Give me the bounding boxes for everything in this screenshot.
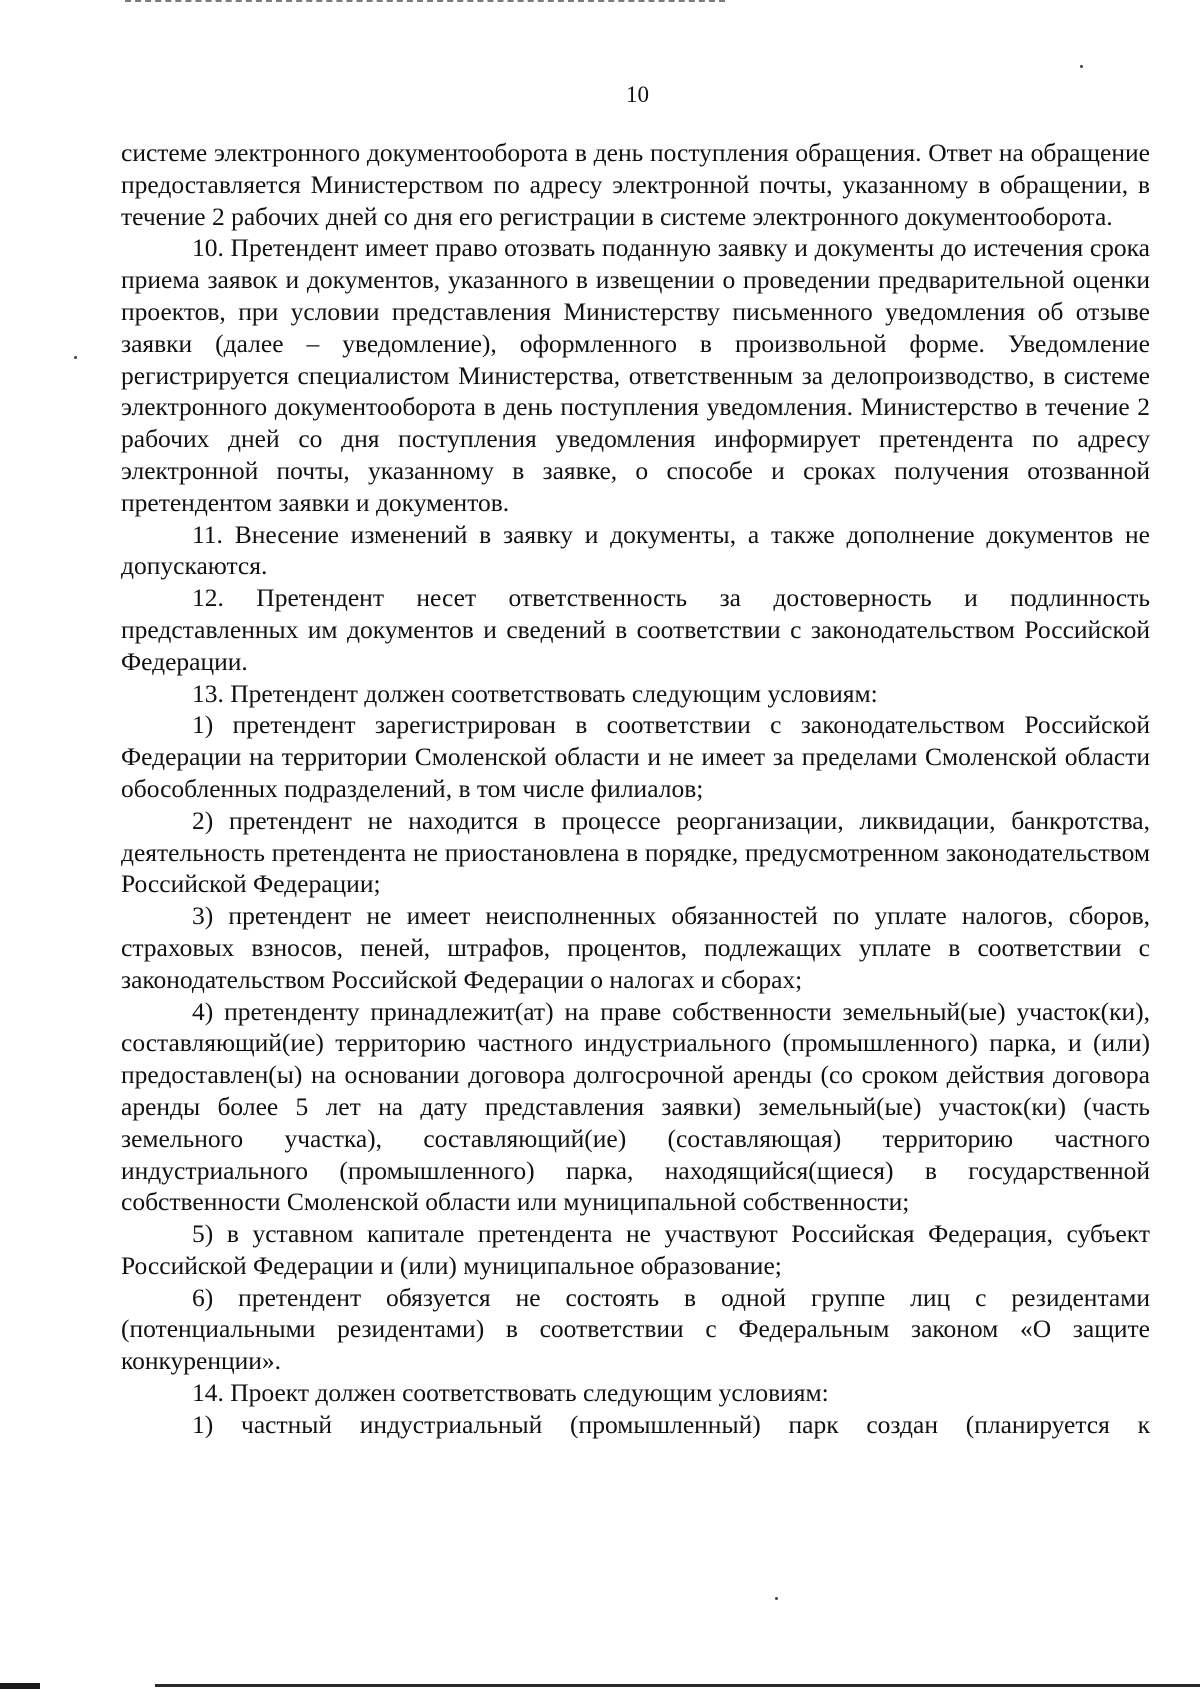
paragraph-item-13-5: 5) в уставном капитале претендента не участвуют Российская Федерация, субъект Российской Федерации и (или) муниципальное образование; <box>121 1219 1150 1280</box>
scan-speck <box>74 356 77 359</box>
paragraph-item-13-2: 2) претендент не находится в процессе реорганизации, ликвидации, банкротства, деятельность претендента не приостановлена в порядке, предусмотренном законодательством Российской Федерации; <box>121 805 1150 899</box>
paragraph-item-13-1: 1) претендент зарегистрирован в соответствии с законодательством Российской Федерации на территории Смоленской области и не имеет за пределами Смоленской области обособленных подразделений, в том числе филиалов; <box>121 710 1150 803</box>
scan-speck <box>775 1597 778 1600</box>
scan-artifact-bottom-line <box>155 1684 1200 1687</box>
document-body <box>121 137 1150 1441</box>
scan-artifact-corner <box>0 1683 40 1689</box>
page-number: 10 <box>626 82 649 107</box>
paragraph-item-13-4: 4) претенденту принадлежит(ат) на праве собственности земельный(ые) участок(ки), составляющий(ие) территорию частного индустриального (промышленного) парка, и (или) предоставлен(ы) на основании договора долгосрочной аренды (со сроком действия договора аренды более 5 лет на дату представления заявки) земельный(ые) участок(ки) (часть земельного участка), составляющий(ие) (составляющая) территорию частного индустриального (промышленного) парка, находящийся(щиеся) в государственной собственности Смоленской области или муниципальной собственности; <box>121 996 1150 1217</box>
paragraph-item-13-6: 6) претендент обязуется не состоять в одной группе лиц с резидентами (потенциальными резидентами) в соответствии с Федеральным законом «О защите конкуренции». <box>121 1282 1150 1376</box>
paragraph-item-13-3: 3) претендент не имеет неисполненных обязанностей по уплате налогов, сборов, страховых взносов, пеней, штрафов, процентов, подлежащих уплате в соответствии с законодательством Российской Федерации о налогах и сборах; <box>121 901 1150 994</box>
paragraph-continuation: системе электронного документооборота в день поступления обращения. Ответ на обращение предоставляется Министерством по адресу электронной почты, указанному в обращении, в течение 2 рабочих дней со дня его регистрации в системе электронного документооборота. <box>121 138 1150 231</box>
scan-artifact-top-line <box>125 0 725 5</box>
paragraph-item-14-1: 1) частный индустриальный (промышленный) парк создан (планируется к <box>192 1409 1150 1439</box>
scan-speck <box>1080 65 1083 68</box>
paragraph-item-14: 14. Проект должен соответствовать следующим условиям: <box>192 1378 829 1408</box>
paragraph-item-11: 11. Внесение изменений в заявку и документы, а также дополнение документов не допускаются. <box>121 519 1150 581</box>
paragraph-item-12: 12. Претендент несет ответственность за достоверность и подлинность представленных им документов и сведений в соответствии с законодательством Российской Федерации. <box>121 583 1150 676</box>
paragraph-item-10: 10. Претендент имеет право отозвать поданную заявку и документы до истечения срока приема заявок и документов, указанного в извещении о проведении предварительной оценки проектов, при условии представления Министерству письменного уведомления об отзыве заявки (далее – уведомление), оформленного в произвольной форме. Уведомление регистрируется специалистом Министерства, ответственным за делопроизводство, в системе электронного документооборота в день поступления уведомления. Министерство в течение 2 рабочих дней со дня поступления уведомления информирует претендента по адресу электронной почты, указанному в заявке, о способе и сроках получения отозванной претендентом заявки и документов. <box>121 233 1150 517</box>
paragraph-item-13: 13. Претендент должен соответствовать следующим условиям: <box>192 678 878 708</box>
